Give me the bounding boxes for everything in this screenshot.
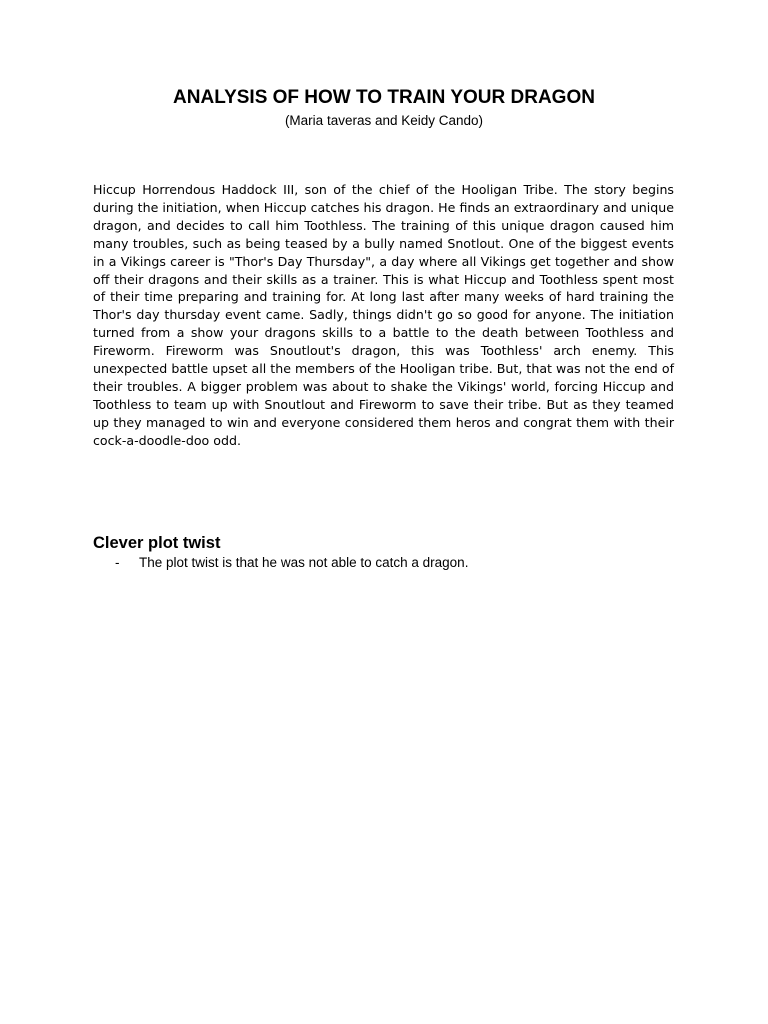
section-heading-plot-twist: Clever plot twist <box>93 534 221 552</box>
list-item <box>93 554 693 572</box>
plot-twist-list <box>93 554 693 572</box>
bullet-marker: - <box>115 555 120 570</box>
list-item-text: The plot twist is that he was not able to catch a dragon. <box>139 555 469 570</box>
body-paragraph: Hiccup Horrendous Haddock III, son of the chief of the Hooligan Tribe. The story begins during the initiation, when Hiccup catches his dragon. He finds an extraordinary and unique dragon, and decides to call him Toothless. The training of this unique dragon caused him many troubles, such as being teased by a bully named Snotlout. One of the biggest events in a Vikings career is "Thor's Day Thursday", a day where all Vikings get together and show off their dragons and their skills as a trainer. This is what Hiccup and Toothless spent most of their time preparing and training for. At long last after many weeks of hard training the Thor's day thursday event came. Sadly, things didn't go so good for anyone. The initiation turned from a show your dragons skills to a battle to the death between Toothless and Fireworm. Fireworm was Snoutlout's dragon, this was Toothless' arch enemy. This unexpected battle upset all the members of the Hooligan tribe. But, that was not the end of their troubles. A bigger problem was about to shake the Vikings' world, forcing Hiccup and Toothless to team up with Snoutlout and Fireworm to save their tribe. But as they teamed up they managed to win and everyone considered them heros and congrat them with their cock-a-doodle-doo odd. <box>93 182 674 448</box>
document-authors: (Maria taveras and Keidy Cando) <box>284 113 484 128</box>
document-title: ANALYSIS OF HOW TO TRAIN YOUR DRAGON <box>173 87 595 108</box>
